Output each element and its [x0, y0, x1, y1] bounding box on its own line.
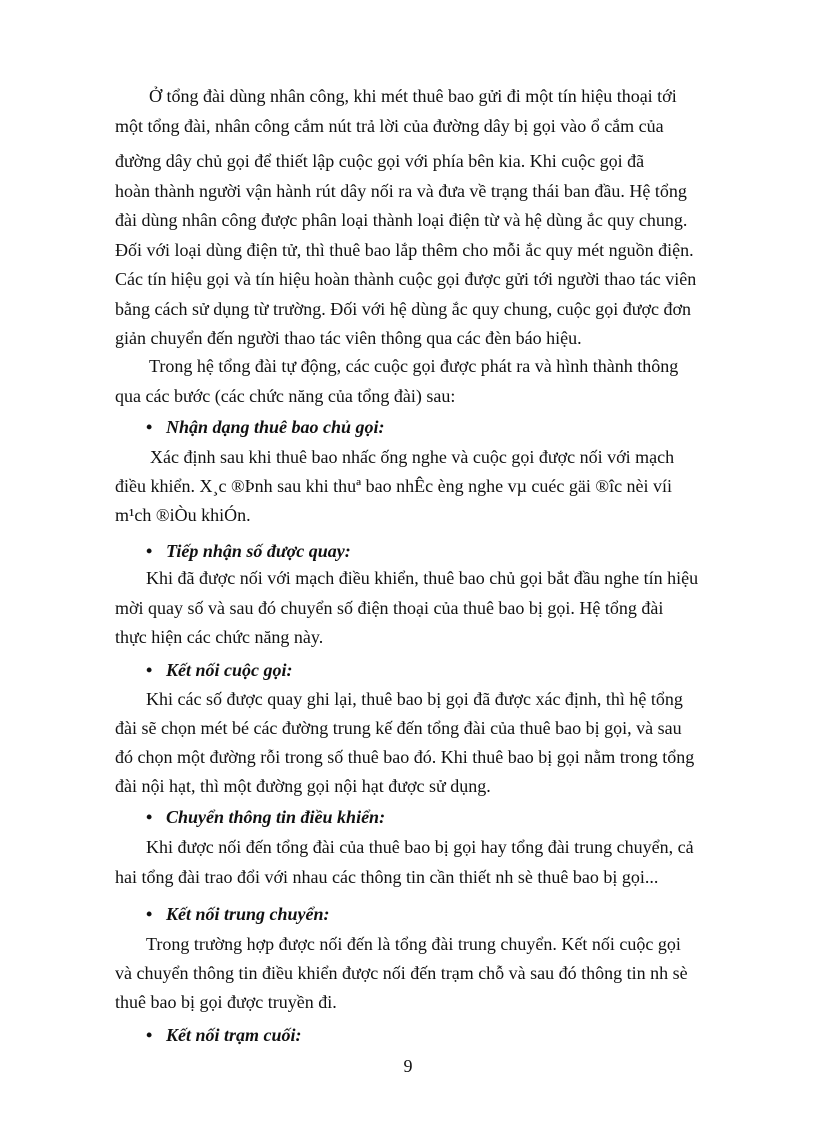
page-number: 9 [403, 1056, 413, 1076]
bullet-icon: • [146, 807, 153, 827]
section-heading [146, 540, 351, 562]
text-line: Khi đã được nối với mạch điều khiển, thuê bao chủ gọi bắt đầu nghe tín hiệu [146, 568, 699, 588]
text-line: và chuyển thông tin điều khiển được nối đến trạm chỗ và sau đó thông tin nh sè [115, 963, 688, 983]
text-line: Khi các số được quay ghi lại, thuê bao bị gọi đã được xác định, thì hệ tổng [146, 689, 683, 709]
text-line: đài sẽ chọn mét bé các đường trung kế đến tổng đài của thuê bao bị gọi, và sau [115, 718, 682, 738]
text-line: hoàn thành người vận hành rút dây nối ra và đưa về trạng thái ban đầu. Hệ tổng [115, 181, 687, 201]
bullet-icon: • [146, 660, 153, 680]
text-line: đài nội hạt, thì một đường gọi nội hạt được sử dụng. [115, 776, 491, 796]
text-line: Đối với loại dùng điện tử, thì thuê bao lắp thêm cho mỗi ắc quy mét nguồn điện. [115, 240, 694, 260]
section-heading-label: Kết nối cuộc gọi: [166, 660, 293, 680]
section-heading [146, 416, 385, 438]
text-line: m¹ch ®iÒu khiÓn. [115, 505, 251, 525]
section-heading [146, 1024, 302, 1046]
text-line: giản chuyển đến người thao tác viên thông qua các đèn báo hiệu. [115, 328, 582, 348]
bullet-icon: • [146, 417, 153, 437]
section-heading-label: Tiếp nhận số được quay: [166, 541, 351, 561]
text-line: qua các bước (các chức năng của tổng đài) sau: [115, 386, 456, 406]
text-line: đài dùng nhân công được phân loại thành loại điện từ và hệ dùng ắc quy chung. [115, 210, 688, 230]
text-line: một tổng đài, nhân công cắm nút trả lời của đường dây bị gọi vào ổ cắm của [115, 116, 664, 136]
text-line: Khi được nối đến tổng đài của thuê bao bị gọi hay tổng đài trung chuyển, cả [146, 837, 694, 857]
section-heading-label: Kết nối trạm cuối: [166, 1025, 302, 1045]
text-line: điều khiển. X¸c ®Þnh sau khi thuª bao nhÊc èng nghe vµ cuéc gäi ®îc nèi víi [115, 476, 673, 496]
bullet-icon: • [146, 1025, 153, 1045]
section-heading [146, 806, 385, 828]
text-line: hai tổng đài trao đổi với nhau các thông tin cần thiết nh sè thuê bao bị gọi... [115, 867, 659, 887]
text-line: thực hiện các chức năng này. [115, 627, 324, 647]
text-line: đó chọn một đường rỗi trong số thuê bao đó. Khi thuê bao bị gọi nằm trong tổng [115, 747, 695, 767]
text-line: bằng cách sử dụng từ trường. Đối với hệ dùng ắc quy chung, cuộc gọi được đơn [115, 299, 691, 319]
text-line: mời quay số và sau đó chuyển số điện thoại của thuê bao bị gọi. Hệ tổng đài [115, 598, 664, 618]
section-heading-label: Kết nối trung chuyển: [166, 904, 330, 924]
section-heading [146, 659, 293, 681]
text-line: Ở tổng đài dùng nhân công, khi mét thuê bao gửi đi một tín hiệu thoại tới [149, 86, 677, 106]
text-line: Trong hệ tổng đài tự động, các cuộc gọi được phát ra và hình thành thông [149, 356, 679, 376]
section-heading-label: Nhận dạng thuê bao chủ gọi: [166, 417, 385, 437]
bullet-icon: • [146, 904, 153, 924]
section-heading [146, 903, 330, 925]
bullet-icon: • [146, 541, 153, 561]
text-line: đường dây chủ gọi để thiết lập cuộc gọi với phía bên kia. Khi cuộc gọi đã [115, 151, 645, 171]
text-line: Các tín hiệu gọi và tín hiệu hoàn thành cuộc gọi được gửi tới người thao tác viên [115, 269, 697, 289]
text-line: Trong trường hợp được nối đến là tổng đài trung chuyển. Kết nối cuộc gọi [146, 934, 681, 954]
text-line: Xác định sau khi thuê bao nhấc ống nghe và cuộc gọi được nối với mạch [150, 447, 675, 467]
text-line: thuê bao bị gọi được truyền đi. [115, 992, 337, 1012]
section-heading-label: Chuyển thông tin điều khiển: [166, 807, 386, 827]
